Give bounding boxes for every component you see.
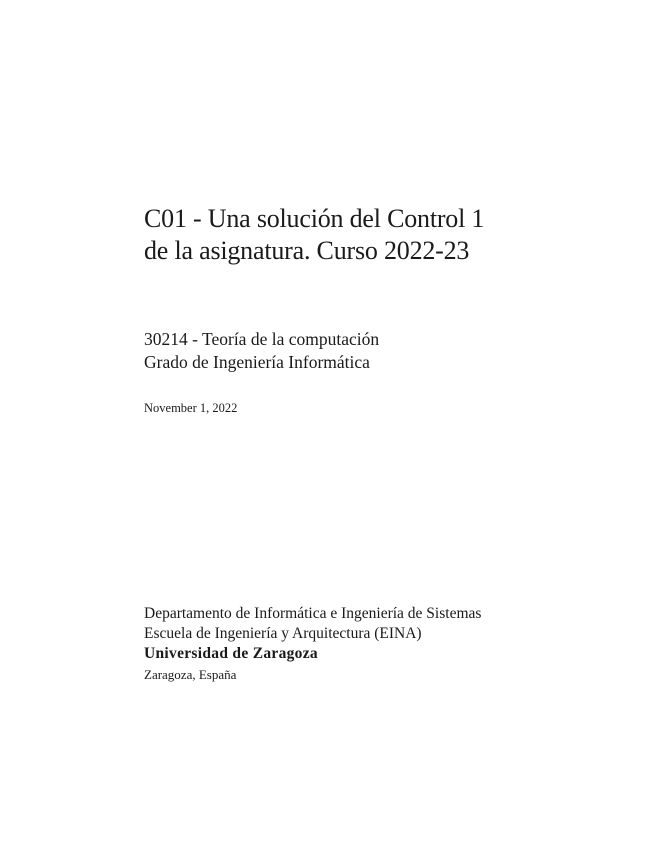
affiliation-school: Escuela de Ingeniería y Arquitectura (EINA) (144, 625, 422, 642)
document-title (144, 203, 624, 267)
title-line-2: de la asignatura. Curso 2022-23 (144, 236, 470, 265)
affiliation-university: Universidad de Zaragoza (144, 645, 318, 662)
affiliation-location: Zaragoza, España (144, 667, 237, 682)
course-info (144, 328, 379, 374)
affiliation-department: Departamento de Informática e Ingeniería de Sistemas (144, 605, 482, 622)
course-degree: Grado de Ingeniería Informática (144, 352, 370, 372)
course-subject: 30214 - Teoría de la computación (144, 329, 380, 349)
affiliation (144, 604, 481, 686)
title-line-1: C01 - Una solución del Control 1 (144, 204, 485, 233)
document-date: November 1, 2022 (144, 401, 238, 415)
